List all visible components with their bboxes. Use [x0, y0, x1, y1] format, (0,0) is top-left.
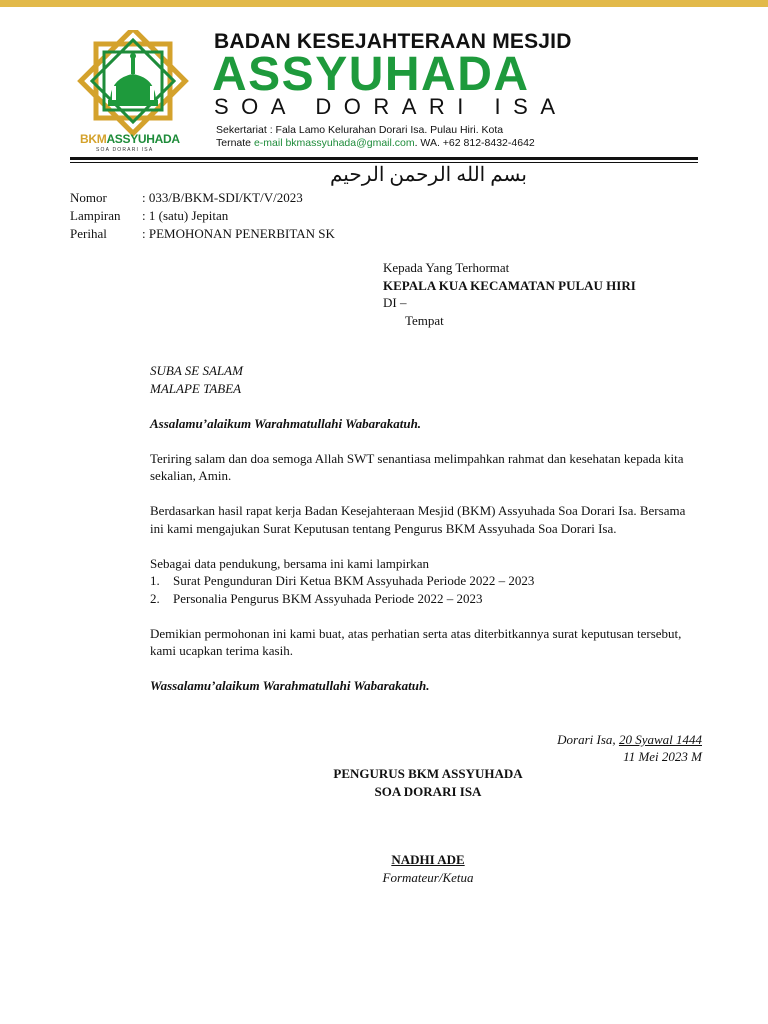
date-block	[557, 731, 702, 765]
org-place: SOA DORARI ISA	[214, 94, 568, 119]
meta-row-nomor	[70, 189, 335, 207]
top-accent-bar	[0, 0, 768, 7]
signatory-name: NADHI ADE	[391, 852, 465, 867]
meta-value: : 033/B/BKM-SDI/KT/V/2023	[142, 190, 303, 205]
meta-key: Perihal	[70, 226, 107, 241]
basmala: بسم الله الرحمن الرحيم	[330, 164, 527, 186]
meta-row-lampiran	[70, 207, 335, 225]
paragraph-3-intro: Sebagai data pendukung, bersama ini kami lampirkan	[150, 555, 430, 571]
logo-subtitle: SOA DORARI ISA	[96, 147, 154, 153]
meta-key: Nomor	[70, 190, 107, 205]
letter-body	[150, 362, 702, 695]
salam-opening: Assalamu’alaikum Warahmatullahi Wabarakatuh.	[150, 415, 422, 431]
list-item	[150, 572, 702, 590]
greeting-2: MALAPE TABEA	[150, 380, 242, 396]
meta-key: Lampiran	[70, 208, 121, 223]
signatory-org-line-2: SOA DORARI ISA	[374, 784, 482, 799]
paragraph-4: Demikian permohonan ini kami buat, atas perhatian serta atas diterbitkannya surat keputusan tersebut, kami ucapkan terima kasih.	[150, 625, 682, 658]
address-prefix: Ternate	[216, 137, 254, 149]
org-name: ASSYUHADA	[212, 48, 530, 101]
meta-row-perihal	[70, 225, 335, 243]
list-item	[150, 590, 702, 608]
list-text: Personalia Pengurus BKM Assyuhada Periode 2022 – 2023	[173, 590, 483, 606]
list-text: Surat Pengunduran Diri Ketua BKM Assyuhada Periode 2022 – 2023	[173, 573, 535, 588]
header-rule-thick	[70, 157, 698, 160]
addressee-place: Tempat	[405, 312, 444, 328]
org-address	[216, 124, 535, 150]
addressee-block	[383, 259, 636, 329]
signatory-role: Formateur/Ketua	[382, 870, 474, 885]
addressee-recipient: KEPALA KUA KECAMATAN PULAU HIRI	[383, 277, 636, 293]
logo-wordmark	[80, 132, 200, 146]
list-number: 1.	[150, 573, 160, 588]
signatory-org-line-1: PENGURUS BKM ASSYUHADA	[333, 766, 523, 781]
signatory-org	[0, 765, 768, 801]
date-hijri-line	[557, 731, 702, 748]
logo-wordmark-name: ASSYUHADA	[106, 132, 180, 146]
addressee-salutation: Kepada Yang Terhormat	[383, 260, 510, 275]
date-place: Dorari Isa,	[557, 732, 619, 747]
paragraph-1: Teriring salam dan doa semoga Allah SWT senantiasa melimpahkan rahmat dan kesehatan kepada kita sekalian, Amin.	[150, 450, 684, 483]
salam-closing: Wassalamu’alaikum Warahmatullahi Wabarakatuh.	[150, 678, 430, 693]
greeting-1: SUBA SE SALAM	[150, 363, 243, 378]
address-line-2	[216, 137, 535, 150]
logo-wordmark-bkm: BKM	[80, 132, 107, 146]
address-line-1: Sekertariat : Fala Lamo Kelurahan Dorari Isa. Pulau Hiri. Kota	[216, 124, 504, 136]
addressee-di: DI –	[383, 295, 407, 310]
paragraph-2: Berdasarkan hasil rapat kerja Badan Kesejahteraan Mesjid (BKM) Assyuhada Soa Dorari Isa. Bersama ini kami mengajukan Surat Keputusan tentang Pengurus BKM Assyuhada Soa Dorari Isa.	[150, 503, 686, 536]
letter-meta	[70, 189, 335, 243]
email-link[interactable]: e-mail bkmassyuhada@gmail.com	[253, 137, 415, 149]
org-type: BADAN KESEJAHTERAAN MESJID	[214, 30, 572, 53]
date-hijri: 20 Syawal 1444	[618, 732, 702, 747]
meta-value: : 1 (satu) Jepitan	[142, 208, 229, 223]
address-suffix: . WA. +62 812-8432-4642	[414, 137, 535, 149]
list-number: 2.	[150, 590, 160, 606]
meta-value: : PEMOHONAN PENERBITAN SK	[142, 226, 335, 241]
date-masehi: 11 Mei 2023 M	[623, 749, 702, 764]
